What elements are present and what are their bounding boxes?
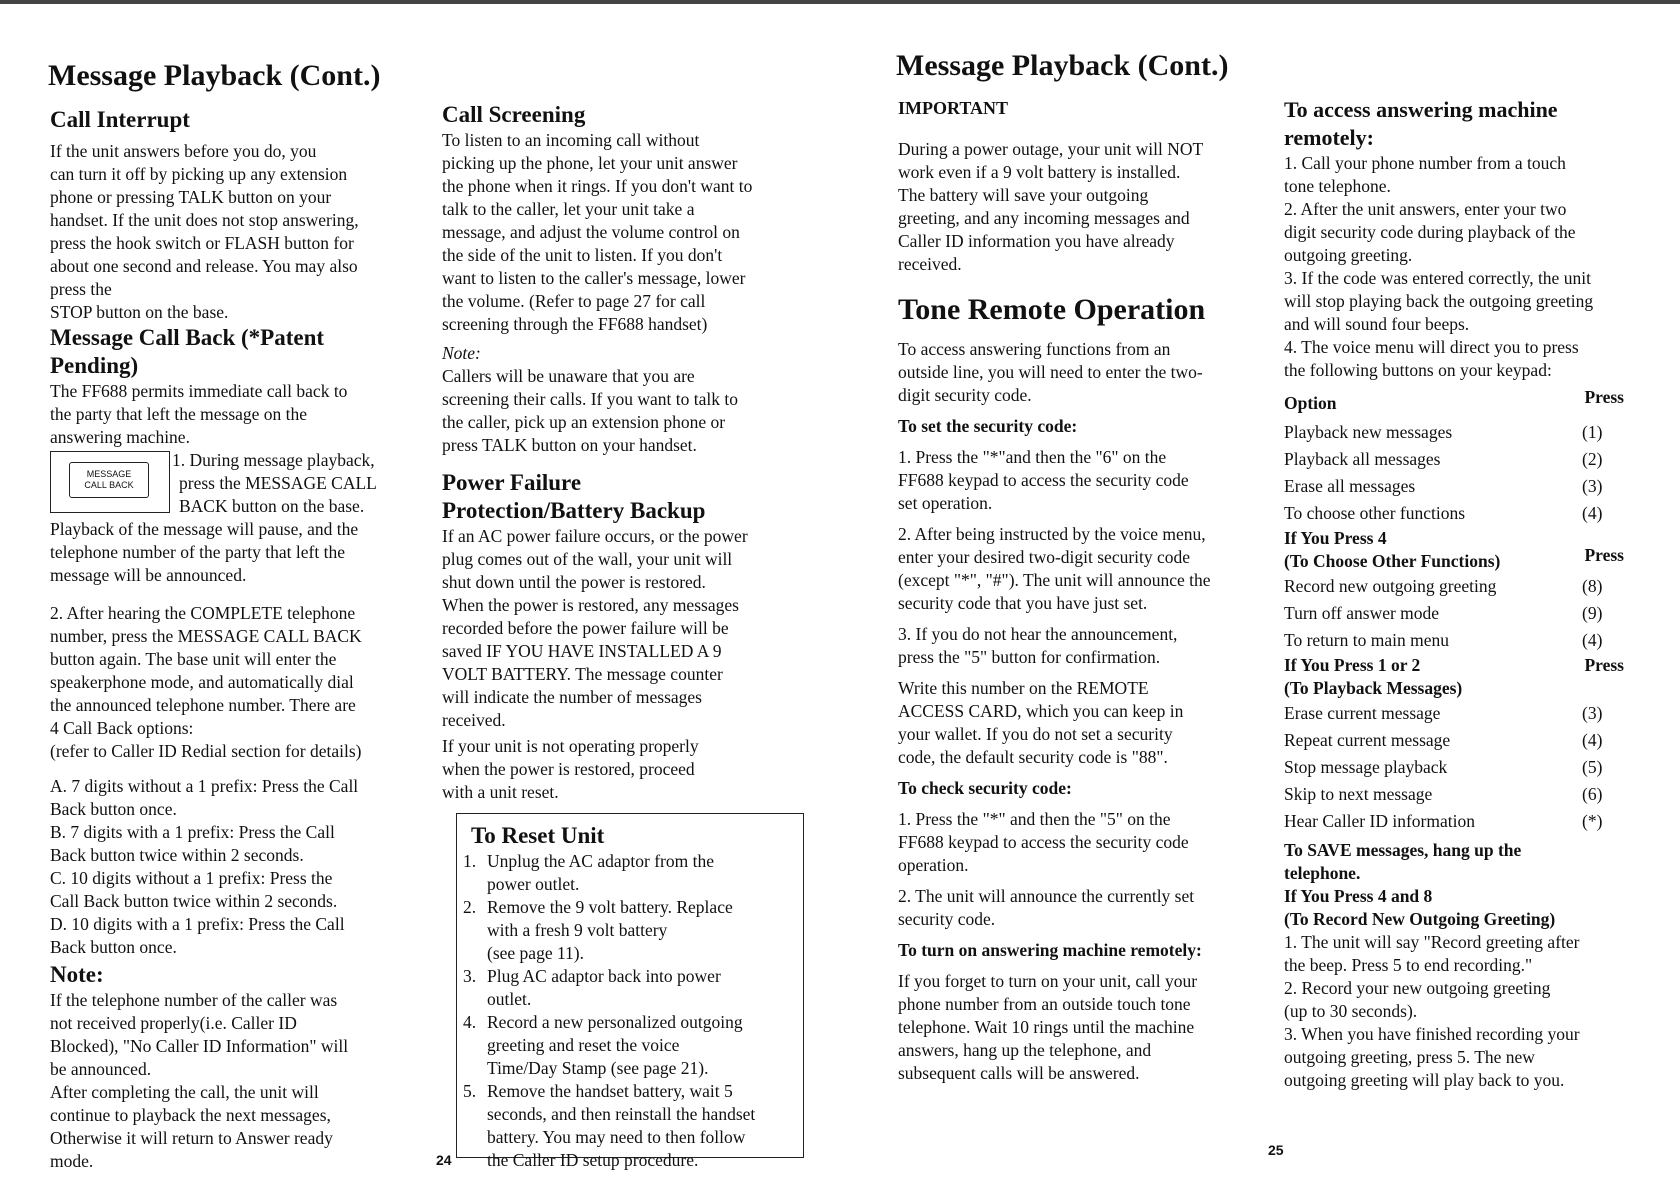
option-row [1284, 573, 1624, 600]
set-code-heading: To set the security code: [898, 416, 1078, 436]
text-line: To listen to an incoming call without [442, 130, 700, 150]
text-line: press TALK button on your handset. [442, 435, 697, 455]
text-line: If the unit answers before you do, you [50, 141, 317, 161]
press4-sub-row [1284, 545, 1624, 573]
text-line: button again. The base unit will enter the [50, 649, 337, 669]
message-call-back-button-icon [50, 451, 170, 513]
note-label: Note: [442, 343, 481, 363]
text-line: 2. After being instructed by the voice menu, [898, 524, 1206, 544]
reset-step [463, 1011, 803, 1080]
option-key: (5) [1582, 757, 1603, 777]
option-row [1284, 700, 1624, 727]
text-line: 3. When you have finished recording your [1284, 1024, 1580, 1044]
text-line: set operation. [898, 493, 993, 513]
text-line: VOLT BATTERY. The message counter [442, 664, 723, 684]
scan-edge-line [0, 0, 1680, 4]
text-line: security code. [898, 909, 996, 929]
text-line: saved IF YOU HAVE INSTALLED A 9 [442, 641, 722, 661]
option-key: (4) [1582, 630, 1603, 650]
text-line: The battery will save your outgoing [898, 185, 1149, 205]
option-label: Record new outgoing greeting [1284, 576, 1497, 596]
text-line: press the hook switch or FLASH button for [50, 233, 354, 253]
text-line: (except "*", "#"). The unit will announce the [898, 570, 1211, 590]
text-line: not received properly(i.e. Caller ID [50, 1013, 297, 1033]
text-line: with a unit reset. [442, 782, 559, 802]
text-line: code, the default security code is "88". [898, 747, 1168, 767]
option-row [1284, 727, 1624, 754]
icon-label: MESSAGE [86, 469, 132, 479]
text-line: 3. If the code was entered correctly, the unit [1284, 268, 1591, 288]
text-line: 2. After the unit answers, enter your two [1284, 199, 1567, 219]
text-line: 4. The voice menu will direct you to press [1284, 337, 1579, 357]
reset-step [463, 1080, 803, 1172]
page-number-right: 25 [1268, 1142, 1284, 1158]
text-line: (refer to Caller ID Redial section for details) [50, 741, 362, 761]
access-heading: To access answering machine [1284, 97, 1558, 122]
call-interrupt-heading: Call Interrupt [50, 107, 190, 132]
text-line: 1. The unit will say "Record greeting after [1284, 932, 1580, 952]
option-label: Stop message playback [1284, 757, 1448, 777]
text-line: phone number from an outside touch tone [898, 994, 1191, 1014]
text-line: subsequent calls will be answered. [898, 1063, 1140, 1083]
step1-block [50, 449, 422, 518]
note-heading: Note: [50, 962, 104, 987]
press12-sub: (To Playback Messages) [1284, 678, 1463, 698]
text-line: work even if a 9 volt battery is installed. [898, 162, 1181, 182]
text-line: During a power outage, your unit will NOT [898, 139, 1204, 159]
reset-step [463, 896, 803, 965]
press-header: Press [1584, 387, 1624, 407]
text-line: recorded before the power failure will be [442, 618, 729, 638]
text-line: press the [50, 279, 112, 299]
check-code-heading: To check security code: [898, 778, 1072, 798]
option-label: Skip to next message [1284, 784, 1433, 804]
option-label: Erase current message [1284, 703, 1441, 723]
right-column-2 [1284, 96, 1660, 1092]
text-line: the announced telephone number. There are [50, 695, 356, 715]
step-number: 3. [463, 966, 477, 986]
step-number: 1. [463, 851, 477, 871]
text-line: tone telephone. [1284, 176, 1391, 196]
text-line: Remove the 9 volt battery. Replace [487, 897, 733, 917]
text-line: with a fresh 9 volt battery [487, 920, 668, 940]
text-line: C. 10 digits without a 1 prefix: Press the [50, 868, 333, 888]
text-line: 1. During message playback, [172, 450, 375, 470]
text-line: Playback of the message will pause, and the [50, 519, 359, 539]
text-line: Plug AC adaptor back into power [487, 966, 721, 986]
text-line: power outlet. [487, 874, 580, 894]
page-title: Message Playback (Cont.) [48, 59, 381, 92]
text-line: telephone. Wait 10 rings until the machine [898, 1017, 1195, 1037]
text-line: outside line, you will need to enter the two- [898, 362, 1203, 382]
text-line: (see page 11). [487, 943, 585, 963]
text-line: Back button once. [50, 799, 177, 819]
left-page-title [48, 58, 448, 94]
text-line: Callers will be unaware that you are [442, 366, 695, 386]
left-column-2 [442, 101, 814, 804]
text-line: and will sound four beeps. [1284, 314, 1470, 334]
text-line: If the telephone number of the caller was [50, 990, 338, 1010]
option-label: Playback new messages [1284, 422, 1453, 442]
text-line: 1. Press the "*"and then the "6" on the [898, 447, 1167, 467]
option-key: (1) [1582, 422, 1603, 442]
option-label: To choose other functions [1284, 503, 1466, 523]
page-number-left: 24 [436, 1152, 452, 1168]
text-line: If your unit is not operating properly [442, 736, 699, 756]
text-line: press the "5" button for confirmation. [898, 647, 1161, 667]
text-line: telephone number of the party that left the [50, 542, 345, 562]
text-line: the Caller ID setup procedure. [487, 1150, 699, 1170]
turn-on-heading: To turn on answering machine remotely: [898, 940, 1202, 960]
text-line: greeting and reset the voice [487, 1035, 680, 1055]
press48-sub: (To Record New Outgoing Greeting) [1284, 909, 1556, 929]
text-line: Otherwise it will return to Answer ready [50, 1128, 333, 1148]
text-line: the phone when it rings. If you don't want to [442, 176, 753, 196]
power-failure-heading: Power Failure [442, 470, 582, 495]
text-line: 1. Press the "*" and then the "5" on the [898, 809, 1171, 829]
option-key: (6) [1582, 784, 1603, 804]
press48-heading: If You Press 4 and 8 [1284, 886, 1433, 906]
call-screening-heading: Call Screening [442, 102, 586, 127]
option-key: (8) [1582, 576, 1603, 596]
text-line: Time/Day Stamp (see page 21). [487, 1058, 709, 1078]
text-line: the side of the unit to listen. If you don't [442, 245, 723, 265]
text-line: continue to playback the next messages, [50, 1105, 331, 1125]
option-row [1284, 500, 1624, 527]
step-number: 5. [463, 1081, 477, 1101]
press12-heading: If You Press 1 or 2 [1284, 655, 1421, 675]
text-line: answers, hang up the telephone, and [898, 1040, 1152, 1060]
right-page-title [896, 48, 1316, 84]
option-row [1284, 627, 1624, 654]
text-line: the volume. (Refer to page 27 for call [442, 291, 706, 311]
press12-press: Press [1584, 655, 1624, 675]
text-line: battery. You may need to then follow [487, 1127, 746, 1147]
icon-label: CALL BACK [84, 480, 134, 490]
press12-row [1284, 654, 1624, 677]
text-line: BACK button on the base. [179, 496, 365, 516]
text-line: 3. If you do not hear the announcement, [898, 624, 1178, 644]
text-line: received. [442, 710, 506, 730]
text-line: STOP button on the base. [50, 302, 229, 322]
text-line: 2. Record your new outgoing greeting [1284, 978, 1551, 998]
reset-unit-box [456, 813, 804, 1170]
save-line: To SAVE messages, hang up the [1284, 840, 1522, 860]
text-line: received. [898, 254, 962, 274]
message-call-back-heading-2: Pending) [50, 353, 139, 378]
text-line: the beep. Press 5 to end recording." [1284, 955, 1533, 975]
options-table [1284, 387, 1624, 835]
text-line: Unplug the AC adaptor from the [487, 851, 714, 871]
step-number: 4. [463, 1012, 477, 1032]
text-line: plug comes out of the wall, your unit will [442, 549, 733, 569]
text-line: After completing the call, the unit will [50, 1082, 319, 1102]
page-title: Message Playback (Cont.) [896, 49, 1229, 82]
text-line: The FF688 permits immediate call back to [50, 381, 348, 401]
text-line: To access answering functions from an [898, 339, 1171, 359]
text-line: Call Back button twice within 2 seconds. [50, 891, 338, 911]
option-key: (4) [1582, 503, 1603, 523]
text-line: Write this number on the REMOTE [898, 678, 1149, 698]
text-line: FF688 keypad to access the security code [898, 470, 1189, 490]
text-line: Record a new personalized outgoing [487, 1012, 743, 1032]
option-label: Playback all messages [1284, 449, 1441, 469]
text-line: shut down until the power is restored. [442, 572, 706, 592]
text-line: will indicate the number of messages [442, 687, 702, 707]
text-line: want to listen to the caller's message, lower [442, 268, 746, 288]
option-row [1284, 419, 1624, 446]
option-label: To return to main menu [1284, 630, 1449, 650]
option-label: Turn off answer mode [1284, 603, 1440, 623]
options-header [1284, 387, 1624, 415]
access-heading-2: remotely: [1284, 125, 1374, 150]
text-line: about one second and release. You may also [50, 256, 358, 276]
text-line: Back button once. [50, 937, 177, 957]
text-line: enter your desired two-digit security code [898, 547, 1191, 567]
text-line: message will be announced. [50, 565, 247, 585]
text-line: digit security code during playback of the [1284, 222, 1576, 242]
option-label: Repeat current message [1284, 730, 1451, 750]
text-line: ACCESS CARD, which you can keep in [898, 701, 1184, 721]
text-line: Caller ID information you have already [898, 231, 1175, 251]
step-number: 2. [463, 897, 477, 917]
right-column-1 [898, 97, 1276, 1085]
text-line: will stop playing back the outgoing greeting [1284, 291, 1594, 311]
option-row [1284, 781, 1624, 808]
save-line-2: telephone. [1284, 863, 1361, 883]
text-line: speakerphone mode, and automatically dial [50, 672, 354, 692]
text-line: outgoing greeting, press 5. The new [1284, 1047, 1535, 1067]
option-header: Option [1284, 393, 1337, 413]
text-line: message, and adjust the volume control on [442, 222, 740, 242]
option-row [1284, 446, 1624, 473]
text-line: talk to the caller, let your unit take a [442, 199, 695, 219]
option-key: (*) [1582, 811, 1603, 831]
option-row [1284, 754, 1624, 781]
option-key: (9) [1582, 603, 1603, 623]
text-line: 4 Call Back options: [50, 718, 194, 738]
text-line: (up to 30 seconds). [1284, 1001, 1418, 1021]
text-line: the following buttons on your keypad: [1284, 360, 1552, 380]
text-line: 1. Call your phone number from a touch [1284, 153, 1566, 173]
text-line: the caller, pick up an extension phone or [442, 412, 726, 432]
left-column-1 [50, 106, 422, 1173]
option-key: (2) [1582, 449, 1603, 469]
text-line: If an AC power failure occurs, or the power [442, 526, 748, 546]
option-label: Erase all messages [1284, 476, 1416, 496]
text-line: mode. [50, 1151, 94, 1171]
text-line: seconds, and then reinstall the handset [487, 1104, 756, 1124]
option-label: Hear Caller ID information [1284, 811, 1475, 831]
text-line: your wallet. If you do not set a security [898, 724, 1173, 744]
reset-step [463, 965, 803, 1011]
step1-text [172, 449, 377, 518]
text-line: answering machine. [50, 427, 190, 447]
text-line: outlet. [487, 989, 532, 1009]
text-line: A. 7 digits without a 1 prefix: Press the Call [50, 776, 359, 796]
text-line: when the power is restored, proceed [442, 759, 695, 779]
reset-unit-heading: To Reset Unit [471, 823, 605, 848]
press4-heading: If You Press 4 [1284, 528, 1387, 548]
text-line: screening through the FF688 handset) [442, 314, 708, 334]
tone-remote-title: Tone Remote Operation [898, 293, 1206, 326]
reset-step [463, 850, 803, 896]
text-line: picking up the phone, let your unit answer [442, 153, 738, 173]
text-line: If you forget to turn on your unit, call your [898, 971, 1198, 991]
text-line: the party that left the message on the [50, 404, 308, 424]
text-line: screening their calls. If you want to talk to [442, 389, 738, 409]
text-line: digit security code. [898, 385, 1032, 405]
option-key: (3) [1582, 703, 1603, 723]
press4-press: Press [1584, 545, 1624, 565]
option-row [1284, 808, 1624, 835]
text-line: 2. After hearing the COMPLETE telephone [50, 603, 356, 623]
text-line: outgoing greeting will play back to you. [1284, 1070, 1565, 1090]
option-key: (3) [1582, 476, 1603, 496]
text-line: Blocked), "No Caller ID Information" will [50, 1036, 349, 1056]
text-line: Back button twice within 2 seconds. [50, 845, 304, 865]
important-heading: IMPORTANT [898, 98, 1009, 118]
text-line: 2. The unit will announce the currently set [898, 886, 1195, 906]
text-line: be announced. [50, 1059, 152, 1079]
text-line: When the power is restored, any messages [442, 595, 739, 615]
text-line: operation. [898, 855, 969, 875]
option-key: (4) [1582, 730, 1603, 750]
text-line: Remove the handset battery, wait 5 [487, 1081, 733, 1101]
text-line: press the MESSAGE CALL [179, 473, 377, 493]
text-line: greeting, and any incoming messages and [898, 208, 1190, 228]
option-row [1284, 600, 1624, 627]
message-call-back-heading: Message Call Back (*Patent [50, 325, 325, 350]
button-face [69, 462, 149, 498]
press4-sub: (To Choose Other Functions) [1284, 551, 1501, 571]
option-row [1284, 473, 1624, 500]
text-line: outgoing greeting. [1284, 245, 1413, 265]
text-line: phone or pressing TALK button on your [50, 187, 332, 207]
text-line: handset. If the unit does not stop answering, [50, 210, 359, 230]
text-line: D. 10 digits with a 1 prefix: Press the Call [50, 914, 345, 934]
power-failure-heading-2: Protection/Battery Backup [442, 498, 706, 523]
text-line: B. 7 digits with a 1 prefix: Press the Call [50, 822, 335, 842]
text-line: FF688 keypad to access the security code [898, 832, 1189, 852]
text-line: number, press the MESSAGE CALL BACK [50, 626, 362, 646]
text-line: can turn it off by picking up any extension [50, 164, 348, 184]
text-line: security code that you have just set. [898, 593, 1148, 613]
